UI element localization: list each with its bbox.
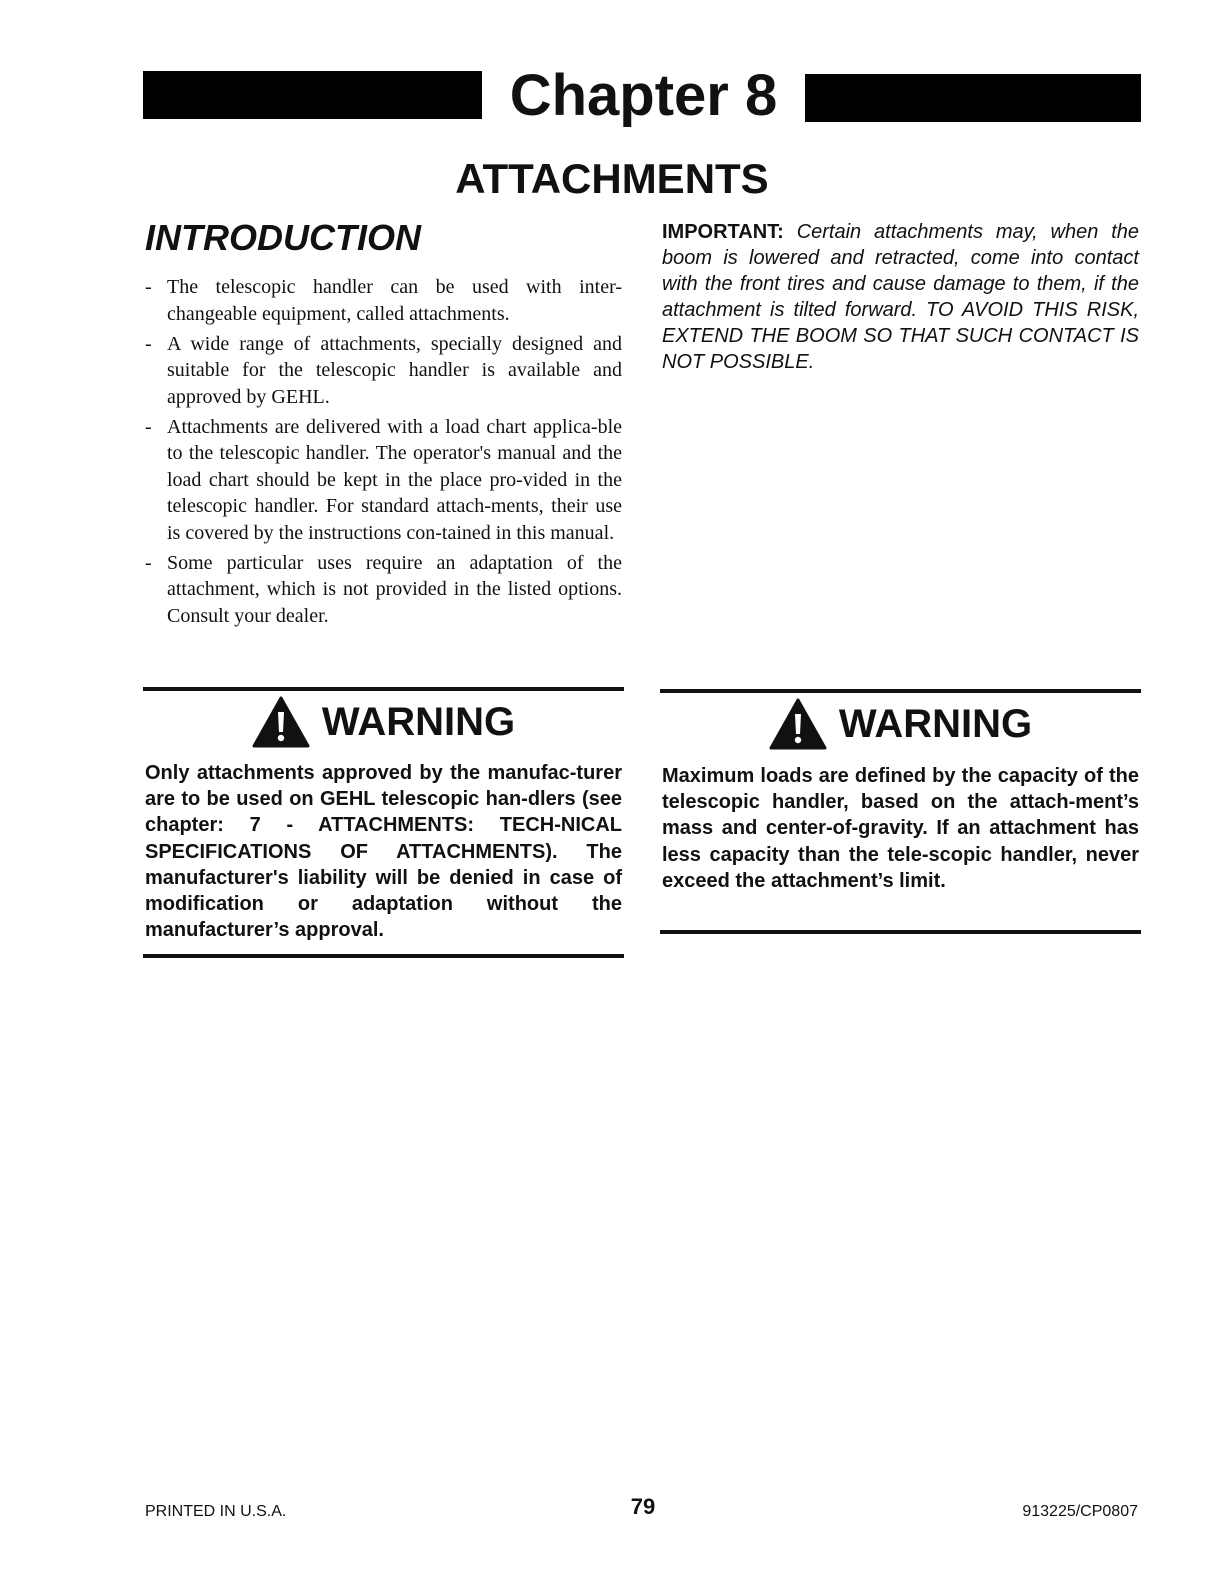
list-item-text: A wide range of attachments, specially designed and suitable for the telescopic handler is available and approved by GEHL. (167, 332, 622, 408)
warning-header (660, 694, 1141, 754)
introduction-heading: INTRODUCTION (145, 217, 421, 258)
important-note (662, 219, 1139, 375)
chapter-bar-left (143, 71, 482, 119)
warning-text: Maximum loads are defined by the capacity of the telescopic handler, based on the attach-ment’s mass and center-of-gravity. If an attachment has less capacity than the tele-scopic handler, never exceed the attachment’s limit. (662, 765, 1139, 892)
warning-top-rule (143, 687, 624, 691)
footer-printed-in: PRINTED IN U.S.A. (145, 1503, 287, 1520)
warning-text: Only attachments approved by the manufac-turer are to be used on GEHL telescopic han-dlers (see chapter: 7 - ATTACHMENTS: TECH-NICAL SPECIFICATIONS OF ATTACHMENTS). The manufacturer's liability will be denied in case of modification or adaptation without the manufacturer’s approval. (145, 762, 622, 942)
page-number: 79 (630, 1494, 656, 1519)
important-text: Certain attachments may, when the boom is lowered and retracted, come into contact with the front tires and cause damage to them, if the attachment is tilted forward. TO AVOID THIS RISK, EXTEND THE BOOM SO THAT SUCH CONTACT IS NOT POSSIBLE. (662, 221, 1139, 373)
warning-header (143, 692, 624, 752)
bullet-dash: - (145, 276, 152, 298)
chapter-bar-right (805, 74, 1141, 122)
bullet-dash: - (145, 551, 152, 574)
bullet-dash: - (145, 332, 152, 355)
list-item (145, 331, 622, 411)
warning-title: WARNING (321, 700, 516, 744)
warning-triangle-icon (769, 698, 827, 750)
introduction-list (145, 274, 622, 633)
footer-document-number: 913225/CP0807 (1022, 1503, 1138, 1520)
warning-title: WARNING (838, 702, 1033, 746)
list-item (145, 550, 622, 630)
section-title: ATTACHMENTS (455, 155, 769, 202)
list-item (145, 274, 622, 327)
list-item-text: Some particular uses require an adaptation of the attachment, which is not provided in the listed options. Consult your dealer. (167, 551, 622, 627)
warning-top-rule (660, 689, 1141, 693)
list-item-text: Attachments are delivered with a load chart applica-ble to the telescopic handler. The operator's manual and the load chart should be kept in the place pro-vided in the telescopic handler. For standard attach-ments, their use is covered by the instructions con-tained in this manual. (167, 415, 622, 544)
important-label: IMPORTANT: (662, 221, 784, 243)
list-item (145, 414, 622, 547)
bullet-dash: - (145, 415, 152, 438)
warning-bottom-rule (660, 930, 1141, 934)
warning-bottom-rule (143, 954, 624, 958)
chapter-title: Chapter 8 (509, 63, 778, 128)
list-item-text: The telescopic handler can be used with inter-changeable equipment, called attachments. (167, 276, 622, 325)
warning-triangle-icon (252, 696, 310, 748)
